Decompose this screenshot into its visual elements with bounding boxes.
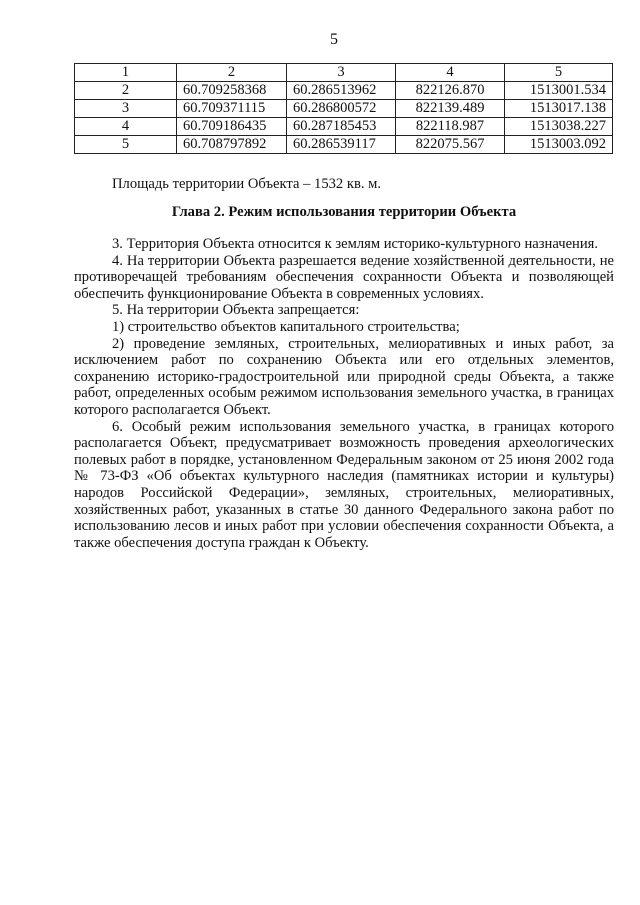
y-coordinate-cell: 1513017.138: [505, 100, 613, 118]
latitude-cell: 60.708797892: [177, 136, 287, 154]
latitude-cell: 60.709371115: [177, 100, 287, 118]
longitude-cell: 60.286800572: [287, 100, 396, 118]
longitude-cell: 60.286539117: [287, 136, 396, 154]
y-coordinate-cell: 1513038.227: [505, 118, 613, 136]
latitude-cell: 60.709186435: [177, 118, 287, 136]
table-header-row: [75, 64, 613, 82]
table-row: [75, 100, 613, 118]
point-number-cell: 5: [75, 136, 177, 154]
y-coordinate-cell: 1513001.534: [505, 82, 613, 100]
x-coordinate-cell: 822126.870: [396, 82, 505, 100]
paragraph: 3. Территория Объекта относится к землям историко-культурного назначения.: [112, 236, 599, 252]
point-number-cell: 4: [75, 118, 177, 136]
chapter-title: Глава 2. Режим использования территории Объекта: [171, 204, 517, 220]
list-item: 2) проведение земляных, строительных, мелиоративных и иных работ, за исключением работ по сохранению Объекта или его отдельных элементов, сохранению историко-градостроительной или природной среды Объекта, а также работ, определенных особым режимом использования земельного участка, в границах которого располагается Объект.: [74, 335, 614, 418]
table-header-cell: 2: [177, 64, 287, 82]
table-row: [75, 118, 613, 136]
list-item: 1) строительство объектов капитального строительства;: [112, 318, 460, 335]
paragraph: 4. На территории Объекта разрешается ведение хозяйственной деятельности, не противоречащей требованиям обеспечения сохранности Объекта и позволяющей обеспечить функционирование Объекта в современных условиях.: [74, 252, 614, 302]
chapter-body: [74, 236, 614, 551]
latitude-cell: 60.709258368: [177, 82, 287, 100]
x-coordinate-cell: 822075.567: [396, 136, 505, 154]
table-header-cell: 5: [505, 64, 613, 82]
x-coordinate-cell: 822139.489: [396, 100, 505, 118]
longitude-cell: 60.286513962: [287, 82, 396, 100]
longitude-cell: 60.287185453: [287, 118, 396, 136]
area-statement: Площадь территории Объекта – 1532 кв. м.: [112, 176, 382, 192]
table-header-cell: 4: [396, 64, 505, 82]
x-coordinate-cell: 822118.987: [396, 118, 505, 136]
table-row: [75, 136, 613, 154]
y-coordinate-cell: 1513003.092: [505, 136, 613, 154]
point-number-cell: 2: [75, 82, 177, 100]
table-row: [75, 82, 613, 100]
paragraph: 6. Особый режим использования земельного участка, в границах которого располагается Объект, предусматривает возможность проведения археологических полевых работ в порядке, установленном Федеральным законом от 25 июня 2002 года № 73-ФЗ «Об объектах культурного наследия (памятниках истории и культуры) народов Российской Федерации», земляных, строительных, мелиоративных, хозяйственных работ, указанных в статье 30 данного Федерального закона работ по использованию лесов и иных работ при условии обеспечения сохранности Объекта, а также обеспечения доступа граждан к Объекту.: [74, 418, 614, 551]
paragraph: 5. На территории Объекта запрещается:: [112, 302, 360, 319]
table-header-cell: 3: [287, 64, 396, 82]
coordinates-table: [74, 63, 613, 154]
point-number-cell: 3: [75, 100, 177, 118]
table-header-cell: 1: [75, 64, 177, 82]
page-number: 5: [330, 31, 338, 48]
